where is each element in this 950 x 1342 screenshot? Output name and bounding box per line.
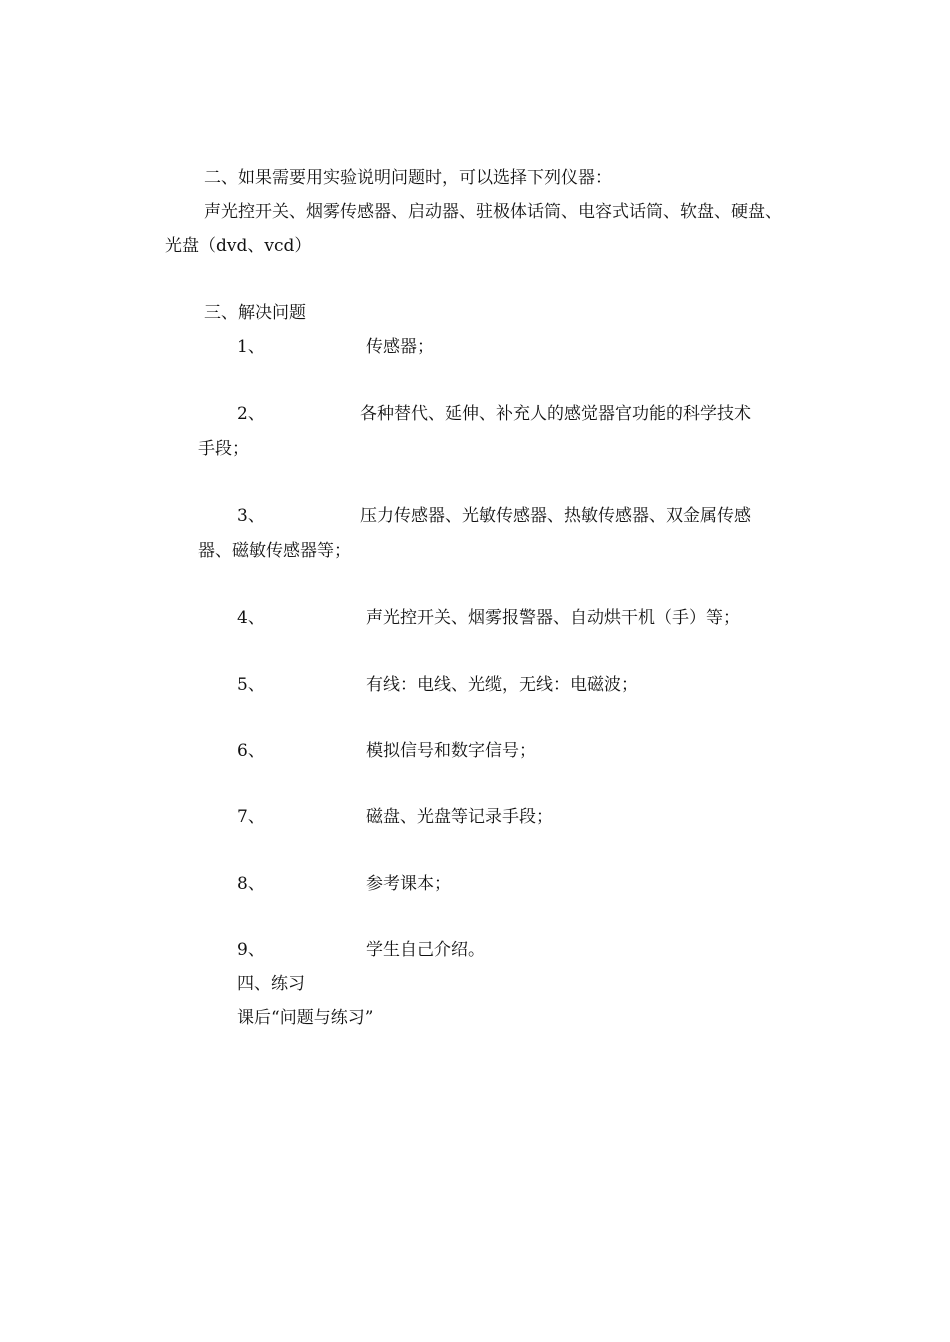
section-4-title: 四、练习 <box>237 974 305 994</box>
item-5-answer: 有线：电线、光缆，无线：电磁波； <box>366 675 638 695</box>
item-7-number: 7、 <box>237 807 265 827</box>
item-2-answer: 各种替代、延伸、补充人的感觉器官功能的科学技术 <box>360 404 751 424</box>
item-8-number: 8、 <box>237 874 265 894</box>
item-9-answer: 学生自己介绍。 <box>366 940 485 960</box>
item-8-answer: 参考课本； <box>366 874 451 894</box>
item-1-number: 1、 <box>237 337 265 357</box>
section-3-title: 三、解决问题 <box>204 303 306 323</box>
instruments-line-1: 声光控开关、烟雾传感器、启动器、驻极体话筒、电容式话筒、软盘、硬盘、 <box>204 202 782 222</box>
item-9-number: 9、 <box>237 940 265 960</box>
item-7-answer: 磁盘、光盘等记录手段； <box>366 807 553 827</box>
instruments-line-2: 光盘（dvd、vcd） <box>165 236 312 256</box>
item-3-answer: 压力传感器、光敏传感器、热敏传感器、双金属传感 <box>360 506 751 526</box>
item-2-answer-continued: 手段； <box>198 439 249 459</box>
section-2-title: 二、如果需要用实验说明问题时，可以选择下列仪器： <box>204 168 612 188</box>
item-6-answer: 模拟信号和数字信号； <box>366 741 536 761</box>
item-1-answer: 传感器； <box>366 337 434 357</box>
item-2-number: 2、 <box>237 404 265 424</box>
item-4-number: 4、 <box>237 608 265 628</box>
item-3-answer-continued: 器、磁敏传感器等； <box>198 541 351 561</box>
item-4-answer: 声光控开关、烟雾报警器、自动烘干机（手）等； <box>366 608 740 628</box>
section-4-text: 课后“问题与练习” <box>237 1008 374 1028</box>
item-5-number: 5、 <box>237 675 265 695</box>
item-3-number: 3、 <box>237 506 265 526</box>
item-6-number: 6、 <box>237 741 265 761</box>
